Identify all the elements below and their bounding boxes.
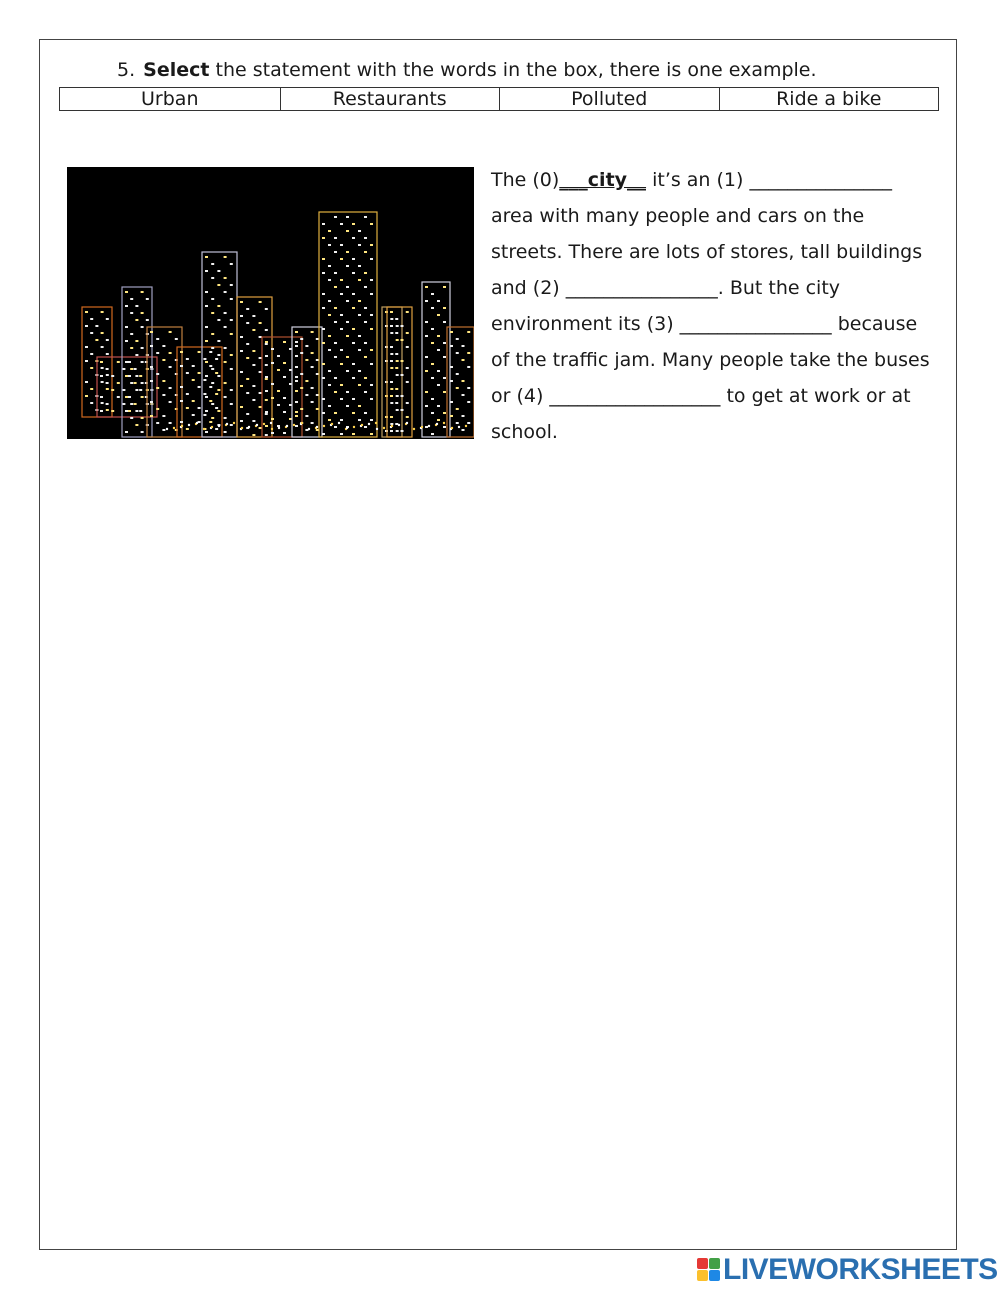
passage-line-2: area with many people and cars on the xyxy=(491,205,865,227)
blank-1[interactable]: it’s an (1) _______________ xyxy=(646,169,892,191)
word-box-polluted[interactable]: Polluted xyxy=(499,88,719,110)
blank-3[interactable]: environment its (3) ________________ because xyxy=(491,313,918,335)
word-box-restaurants[interactable]: Restaurants xyxy=(280,88,500,110)
instruction xyxy=(117,59,817,81)
logo-wordmark: LIVEWORKSHEETS xyxy=(723,1253,998,1286)
passage-line-6: of the traffic jam. Many people take the buses xyxy=(491,349,930,371)
instruction-text: the statement with the words in the box, there is one example. xyxy=(209,59,817,81)
blank-4[interactable]: or (4) __________________ to get at work or at xyxy=(491,385,911,407)
question-number: 5. xyxy=(117,59,136,81)
cloze-passage xyxy=(491,162,936,450)
logo-blocks-icon xyxy=(697,1258,721,1282)
word-box-urban[interactable]: Urban xyxy=(141,88,199,110)
passage-line-3: streets. There are lots of stores, tall buildings xyxy=(491,241,923,263)
instruction-keyword: Select xyxy=(143,59,210,81)
passage-text: The (0) xyxy=(491,169,560,191)
word-box xyxy=(59,87,939,111)
passage-line-1 xyxy=(491,162,936,198)
passage-line-8: school. xyxy=(491,421,558,443)
city-night-image xyxy=(67,167,474,439)
liveworksheets-logo xyxy=(697,1255,998,1285)
blank-2[interactable]: and (2) ________________. But the city xyxy=(491,277,841,299)
city-skyline-illustration xyxy=(67,167,474,439)
word-box-ride-a-bike[interactable]: Ride a bike xyxy=(719,88,939,110)
example-answer: ___city__ xyxy=(559,169,647,191)
